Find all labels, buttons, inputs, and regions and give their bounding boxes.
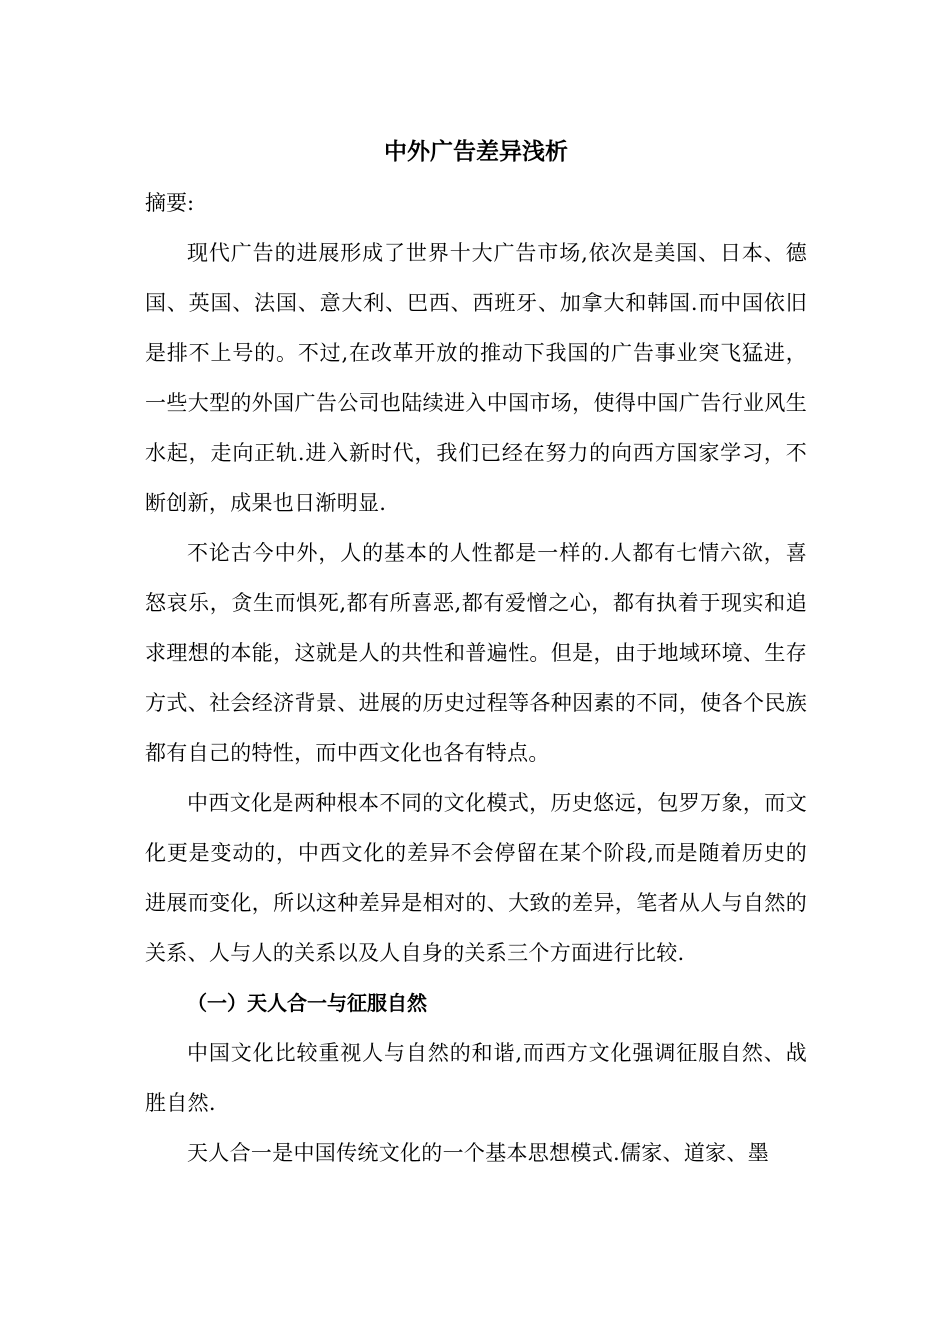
abstract-paragraph-1: 现代广告的进展形成了世界十大广告市场,依次是美国、日本、德国、英国、法国、意大利、巴西、西班牙、加拿大和韩国.而中国依旧是排不上号的。不过,在改革开放的推动下我国的广告事业突飞猛进，一些大型的外国广告公司也陆续进入中国市场，使得中国广告行业风生水起，走向正轨.进入新时代，我们已经在努力的向西方国家学习，不断创新，成果也日渐明显. [145, 241, 807, 515]
section-heading: （一）天人合一与征服自然 [187, 991, 427, 1015]
document-title: 中外广告差异浅析 [384, 139, 568, 165]
abstract-paragraph-2: 不论古今中外，人的基本的人性都是一样的.人都有七情六欲，喜怒哀乐，贪生而惧死,都有所喜恶,都有爱憎之心，都有执着于现实和追求理想的本能，这就是人的共性和普遍性。但是，由于地域环境、生存方式、社会经济背景、进展的历史过程等各种因素的不同，使各个民族都有自己的特性，而中西文化也各有特点。 [145, 541, 807, 765]
abstract-paragraph-3: 中西文化是两种根本不同的文化模式，历史悠远，包罗万象，而文化更是变动的，中西文化的差异不会停留在某个阶段,而是随着历史的进展而变化，所以这种差异是相对的、大致的差异，笔者从人与自然的关系、人与人的关系以及人自身的关系三个方面进行比较. [145, 791, 807, 965]
section-paragraph-2: 天人合一是中国传统文化的一个基本思想模式.儒家、道家、墨 [187, 1141, 770, 1165]
section-paragraph-1: 中国文化比较重视人与自然的和谐,而西方文化强调征服自然、战胜自然. [145, 1041, 807, 1115]
document-body [145, 126, 807, 1178]
abstract-label: 摘要: [145, 191, 195, 215]
